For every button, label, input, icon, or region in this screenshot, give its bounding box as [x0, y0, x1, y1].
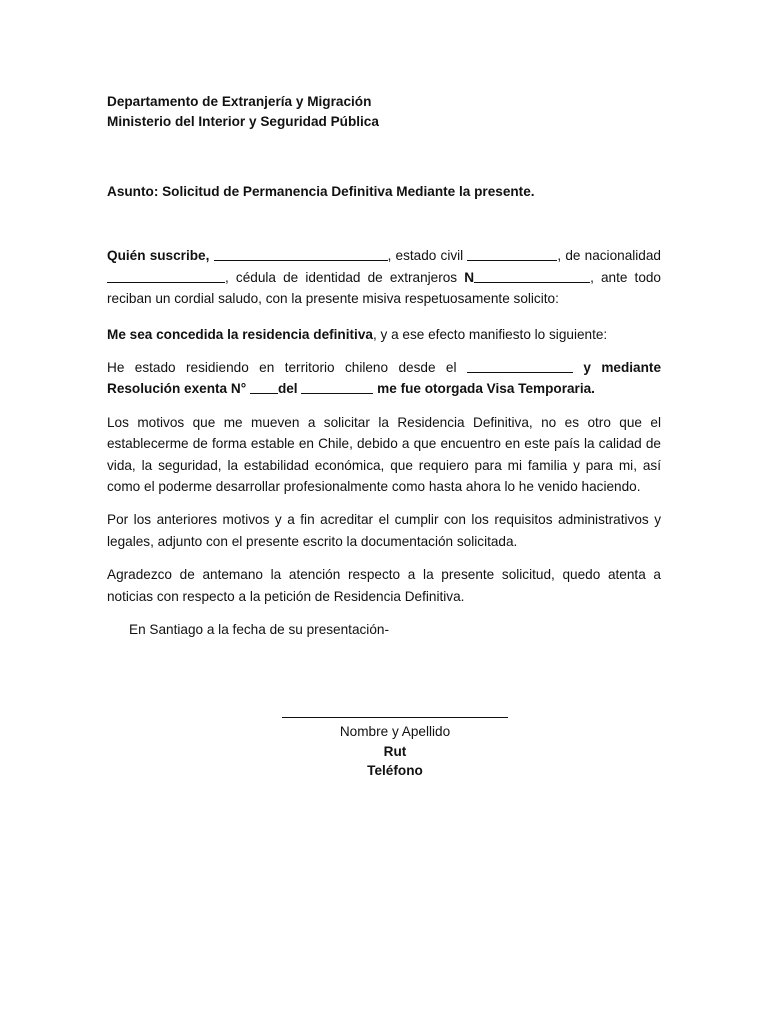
- resolution-text: y mediante Resolución exenta N°: [107, 360, 661, 397]
- text-nacionalidad: , de nacionalidad: [557, 248, 661, 264]
- ministry-name: Ministerio del Interior y Seguridad Pública: [107, 113, 379, 129]
- blank-residence-date[interactable]: [467, 358, 573, 373]
- paragraph-thanks: Agradezco de antemano la atención respecto a la presente solicitud, quedo atenta a noticias con respecto a la petición de Residencia Definitiva.: [107, 567, 661, 604]
- signature-phone-label: Teléfono: [367, 763, 423, 778]
- paragraph-residence: [107, 357, 661, 400]
- visa-text: me fue otorgada Visa Temporaria.: [377, 381, 595, 397]
- blank-full-name[interactable]: [214, 246, 388, 261]
- text-estado-civil: , estado civil: [387, 248, 464, 264]
- request-bold: Me sea concedida la residencia definitiva: [107, 326, 373, 342]
- signature-line[interactable]: [282, 717, 508, 718]
- signature-name-label: Nombre y Apellido: [339, 724, 451, 739]
- subject-line: Asunto: Solicitud de Permanencia Definitiva Mediante la presente.: [107, 184, 535, 199]
- paragraph-applicant-info: [107, 245, 661, 309]
- letter-body: [107, 92, 661, 641]
- residence-text: He estado residiendo en territorio chileno desde el: [107, 360, 457, 376]
- blank-id-number[interactable]: [474, 268, 590, 283]
- paragraph-motives: Los motivos que me mueven a solicitar la Residencia Definitiva, no es otro que el establecerme de forma estable en Chile, debido a que encuentro en este país la calidad de vida, la seguridad, la estabilidad económica, que requiero para mi familia y para mi, así como el poderme desarrollar profesionalmente como hasta ahora lo he venido haciendo.: [107, 414, 661, 495]
- blank-resolution-date[interactable]: [301, 379, 373, 394]
- closing-line: En Santiago a la fecha de su presentación-: [129, 622, 389, 638]
- label-n: N: [464, 269, 475, 285]
- blank-resolution-number[interactable]: [250, 379, 278, 394]
- department-name: Departamento de Extranjería y Migración: [107, 94, 372, 109]
- recipient-header: [107, 92, 661, 131]
- text-cedula: , cédula de identidad de extranjeros: [225, 269, 458, 285]
- signature-rut-label: Rut: [383, 743, 407, 759]
- blank-civil-status[interactable]: [467, 246, 557, 261]
- paragraph-documents: Por los anteriores motivos y a fin acreditar el cumplir con los requisitos administrativos y legales, adjunto con el presente escrito la documentación solicitada.: [107, 512, 661, 549]
- label-suscribe: Quién suscribe,: [107, 248, 210, 264]
- signature-block: [282, 717, 508, 781]
- blank-nationality[interactable]: [107, 268, 225, 283]
- del-text: del: [277, 381, 298, 397]
- paragraph-request: [107, 324, 661, 345]
- text-saludo: , ante todo reciban un cordial saludo, con la presente misiva respetuosamente solicito:: [107, 269, 661, 307]
- request-rest: , y a ese efecto manifiesto lo siguiente:: [372, 326, 608, 342]
